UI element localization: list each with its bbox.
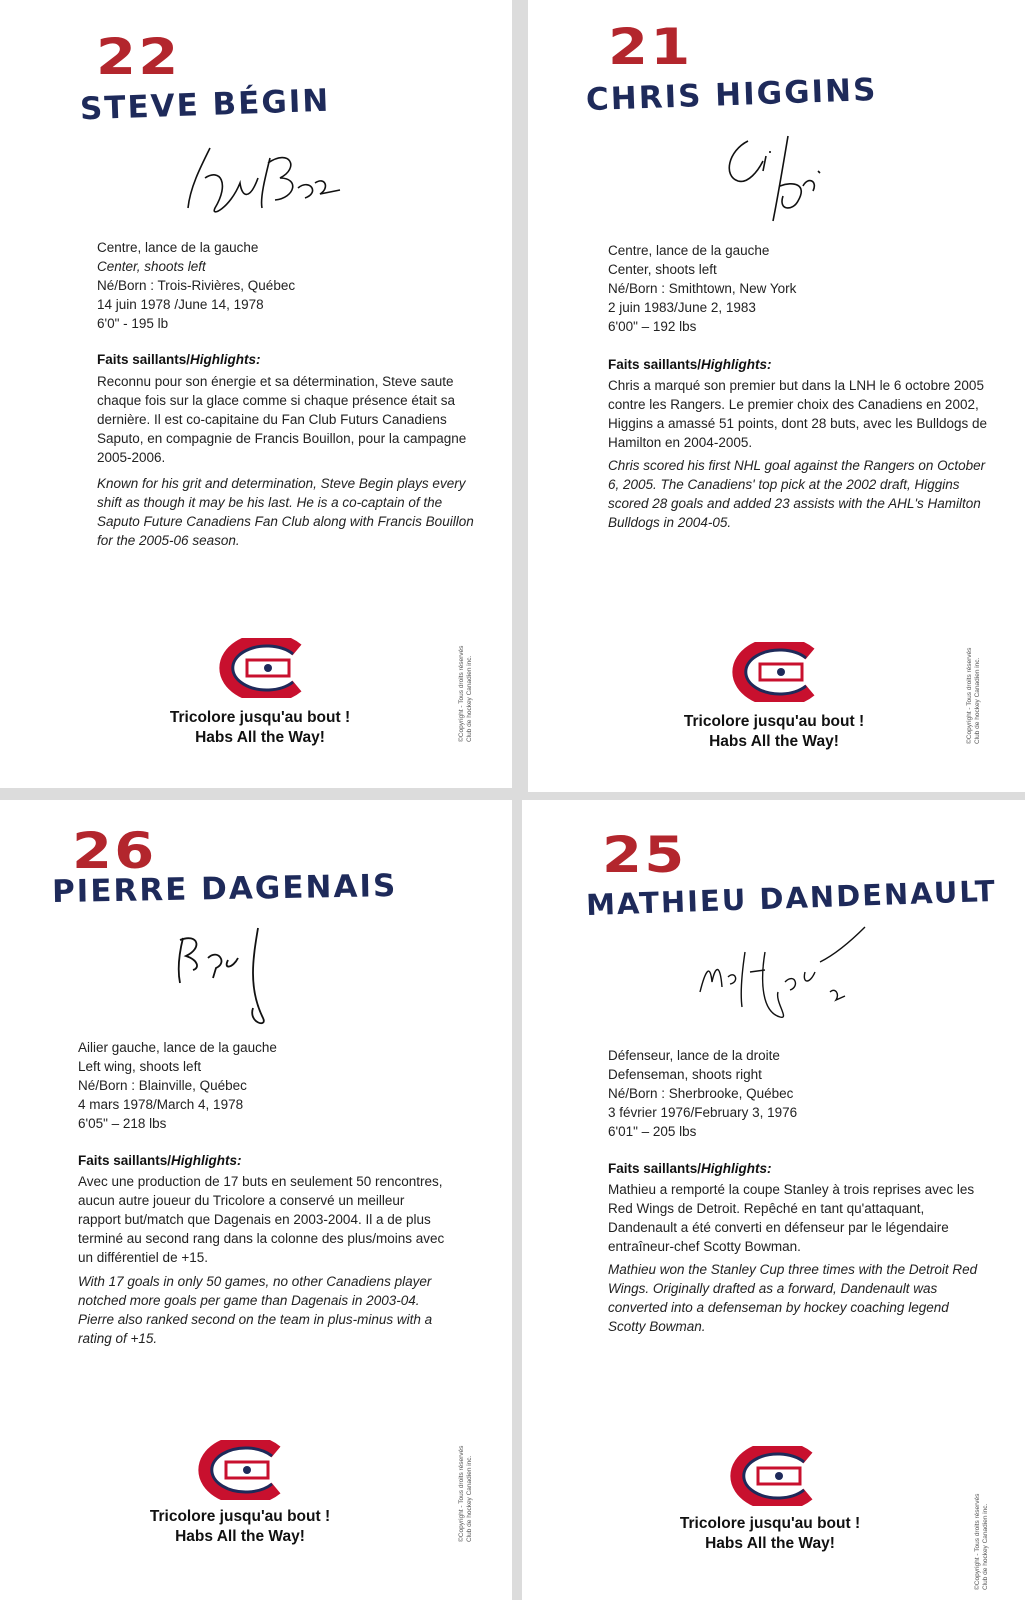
slogan <box>640 1514 900 1554</box>
highlights-title: Faits saillants/Highlights: <box>97 352 261 367</box>
copyright-line-1: ©Copyright - Tous droits réservés <box>974 1493 981 1590</box>
player-card-higgins <box>528 0 1025 792</box>
bio-block <box>608 1046 797 1141</box>
copyright-notice <box>458 646 474 742</box>
copyright-notice <box>458 1446 474 1542</box>
player-card-begin <box>0 0 512 788</box>
birthplace-line <box>97 276 295 295</box>
highlights-title: Faits saillants/Highlights: <box>78 1153 242 1168</box>
highlights-english: With 17 goals in only 50 games, no other Canadiens player notched more goals per game than Dagenais in 2003-04. Pierre also ranked second on the team in plus-minus with a rating of +15. <box>78 1274 433 1346</box>
autograph-signature <box>168 918 298 1033</box>
birthdate: 4 mars 1978/March 4, 1978 <box>78 1097 244 1112</box>
copyright-line-2: Club de hockey Canadien inc. <box>466 1455 473 1542</box>
player-name: STEVE BÉGIN <box>79 82 331 128</box>
highlights-english: Known for his grit and determination, Steve Begin plays every shift as though it may be his last. He is a co-captain of the Saputo Future Canadiens Fan Club along with Francis Bouillon for the 2005-06 season. <box>97 476 474 548</box>
birthplace-line <box>78 1076 277 1095</box>
highlights-french: Reconnu pour son énergie et sa détermination, Steve saute chaque fois sur la glace comme si chaque présence était sa dernière. Il est co-capitaine du Fan Club Futurs Canadiens Saputo, en compagnie de Francis Bouillon, pour la campagne 2005-2006. <box>97 374 467 465</box>
player-name: MATHIEU DANDENAULT <box>585 873 998 923</box>
bio-block <box>97 238 295 333</box>
slogan-en: Habs All the Way! <box>175 1528 305 1545</box>
birthdate: 3 février 1976/February 3, 1976 <box>608 1105 798 1120</box>
highlights-english: Mathieu won the Stanley Cup three times with the Detroit Red Wings. Originally drafted as a forward, Dandenault was converted into a defenseman by hockey coaching legend Scotty Bowman. <box>608 1262 978 1334</box>
bio-block <box>78 1038 277 1133</box>
slogan-fr: Tricolore jusqu'au bout ! <box>679 1515 861 1532</box>
bio-block <box>608 241 796 336</box>
copyright-line-1: ©Copyright - Tous droits réservés <box>966 647 973 744</box>
born-label: Né/Born : <box>608 281 666 296</box>
slogan <box>110 1507 370 1547</box>
copyright-line-2: Club de hockey Canadien inc. <box>982 1503 989 1590</box>
position-en: Center, shoots left <box>608 262 717 277</box>
slogan <box>644 712 904 752</box>
autograph-signature <box>718 126 838 236</box>
player-name: CHRIS HIGGINS <box>585 71 878 119</box>
autograph-signature <box>180 138 350 228</box>
position-en: Defenseman, shoots right <box>608 1067 762 1082</box>
birthplace: Trois-Rivières, Québec <box>157 278 296 293</box>
copyright-line-2: Club de hockey Canadien inc. <box>466 655 473 742</box>
highlights-french: Avec une production de 17 buts en seulement 50 rencontres, aucun autre joueur du Tricolore a conservé un meilleur rapport but/match que Dagenais en 2003-2004. Il a de plus terminé au second rang dans la colonne des plus/moins avec un différentiel de +15. <box>78 1174 445 1265</box>
player-card-dandenault <box>522 800 1025 1600</box>
birthplace: Blainville, Québec <box>138 1078 247 1093</box>
born-label: Né/Born : <box>97 278 155 293</box>
jersey-number: 22 <box>96 28 181 86</box>
highlights-title: Faits saillants/Highlights: <box>608 1161 772 1176</box>
born-label: Né/Born : <box>608 1086 666 1101</box>
position-fr: Centre, lance de la gauche <box>608 243 770 258</box>
slogan-en: Habs All the Way! <box>195 729 325 746</box>
height-weight: 6'00" – 192 lbs <box>608 319 697 334</box>
highlights-french: Chris a marqué son premier but dans la LNH le 6 octobre 2005 contre les Rangers. Le premier choix des Canadiens en 2002, Higgins a amassé 51 points, dont 28 buts, avec les Bulldogs de Hamilton en 2004-2005. <box>608 378 987 450</box>
canadiens-logo-icon <box>217 638 305 698</box>
birthdate: 2 juin 1983/June 2, 1983 <box>608 300 756 315</box>
slogan-en: Habs All the Way! <box>709 733 839 750</box>
born-label: Né/Born : <box>78 1078 136 1093</box>
highlights-french: Mathieu a remporté la coupe Stanley à trois reprises avec les Red Wings de Detroit. Repêché en tant qu'attaquant, Dandenault a été converti en défenseur par le légendaire entraîneur-chef Scotty Bowman. <box>608 1182 975 1254</box>
birthdate: 14 juin 1978 /June 14, 1978 <box>97 297 264 312</box>
player-name: PIERRE DAGENAIS <box>51 867 398 911</box>
highlights-english: Chris scored his first NHL goal against the Rangers on October 6, 2005. The Canadiens' top pick at the 2002 draft, Higgins scored 28 goals and added 23 assists with the AHL's Hamilton Bulldogs in 2004-05. <box>608 458 986 530</box>
copyright-notice <box>966 648 982 744</box>
copyright-line-1: ©Copyright - Tous droits réservés <box>458 645 465 742</box>
position-en: Left wing, shoots left <box>78 1059 202 1074</box>
position-en: Center, shoots left <box>97 259 206 274</box>
canadiens-logo-icon <box>730 642 818 702</box>
canadiens-logo-icon <box>196 1440 284 1500</box>
jersey-number: 25 <box>602 826 687 884</box>
slogan-fr: Tricolore jusqu'au bout ! <box>683 713 865 730</box>
birthplace-line <box>608 1084 797 1103</box>
copyright-notice <box>974 1494 990 1590</box>
canadiens-logo-icon <box>728 1446 816 1506</box>
copyright-line-2: Club de hockey Canadien inc. <box>974 657 981 744</box>
height-weight: 6'05" – 218 lbs <box>78 1116 167 1131</box>
slogan <box>130 708 390 748</box>
position-fr: Ailier gauche, lance de la gauche <box>78 1040 277 1055</box>
slogan-en: Habs All the Way! <box>705 1535 835 1552</box>
position-fr: Centre, lance de la gauche <box>97 240 259 255</box>
copyright-line-1: ©Copyright - Tous droits réservés <box>458 1445 465 1542</box>
height-weight: 6'0" - 195 lb <box>97 316 169 331</box>
birthplace-line <box>608 279 796 298</box>
player-card-dagenais <box>0 800 512 1600</box>
jersey-number: 21 <box>608 18 693 76</box>
position-fr: Défenseur, lance de la droite <box>608 1048 780 1063</box>
jersey-number: 26 <box>72 822 157 880</box>
autograph-signature <box>690 922 870 1042</box>
slogan-fr: Tricolore jusqu'au bout ! <box>149 1508 331 1525</box>
birthplace: Smithtown, New York <box>668 281 797 296</box>
birthplace: Sherbrooke, Québec <box>668 1086 794 1101</box>
slogan-fr: Tricolore jusqu'au bout ! <box>169 709 351 726</box>
height-weight: 6'01" – 205 lbs <box>608 1124 697 1139</box>
highlights-title: Faits saillants/Highlights: <box>608 357 772 372</box>
